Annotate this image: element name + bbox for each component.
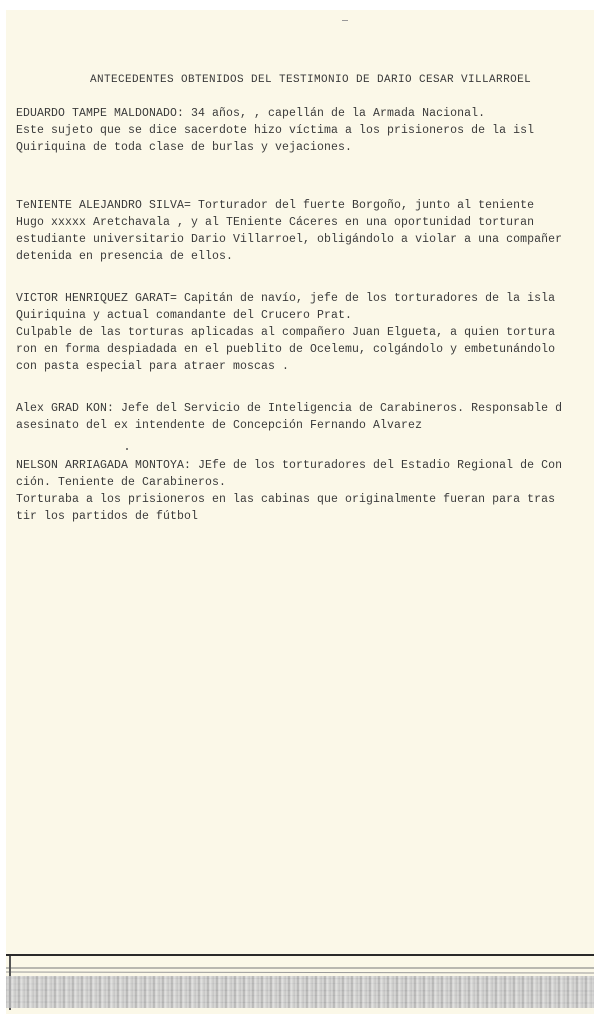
text-line: tir los partidos de fútbol <box>16 510 199 523</box>
text-line: NELSON ARRIAGADA MONTOYA: JEfe de los torturadores del Estadio Regional de Con <box>16 459 563 472</box>
text-line: estudiante universitario Dario Villarroel, obligándolo a violar a una compañer <box>16 233 563 246</box>
text-line: Hugo xxxxx Aretchavala , y al TEniente Cáceres en una oportunidad torturan <box>16 216 535 229</box>
text-line: con pasta especial para atraer moscas . <box>16 360 290 373</box>
scan-artifact-band <box>6 954 594 1014</box>
page-mark <box>342 20 348 21</box>
text-line: Alex GRAD KON: Jefe del Servicio de Inteligencia de Carabineros. Responsable d <box>16 402 563 415</box>
document-page <box>6 10 594 1014</box>
text-line: Torturaba a los prisioneros en las cabinas que originalmente fueran para tras <box>16 493 556 506</box>
text-line: Este sujeto que se dice sacerdote hizo víctima a los prisioneros de la isl <box>16 124 535 137</box>
text-line: ron en forma despiadada en el pueblito de Ocelemu, colgándolo y embetunándolo <box>16 343 556 356</box>
text-line: Quiriquina de toda clase de burlas y vejaciones. <box>16 141 353 154</box>
text-line: TeNIENTE ALEJANDRO SILVA= Torturador del fuerte Borgoño, junto al teniente <box>16 199 535 212</box>
text-line: Quiriquina y actual comandante del Crucero Prat. <box>16 309 353 322</box>
text-line: VICTOR HENRIQUEZ GARAT= Capitán de navío, jefe de los torturadores de la isla <box>16 292 556 305</box>
document-title: ANTECEDENTES OBTENIDOS DEL TESTIMONIO DE DARIO CESAR VILLARROEL <box>90 74 532 86</box>
text-line: detenida en presencia de ellos. <box>16 250 234 263</box>
ink-speck <box>126 448 128 450</box>
text-line: asesinato del ex intendente de Concepción Fernando Alvarez <box>16 419 423 432</box>
text-line: ción. Teniente de Carabineros. <box>16 476 227 489</box>
text-line: Culpable de las torturas aplicadas al compañero Juan Elgueta, a quien tortura <box>16 326 556 339</box>
scan-gray-fill <box>6 976 594 1008</box>
text-line: EDUARDO TAMPE MALDONADO: 34 años, , capellán de la Armada Nacional. <box>16 107 486 120</box>
